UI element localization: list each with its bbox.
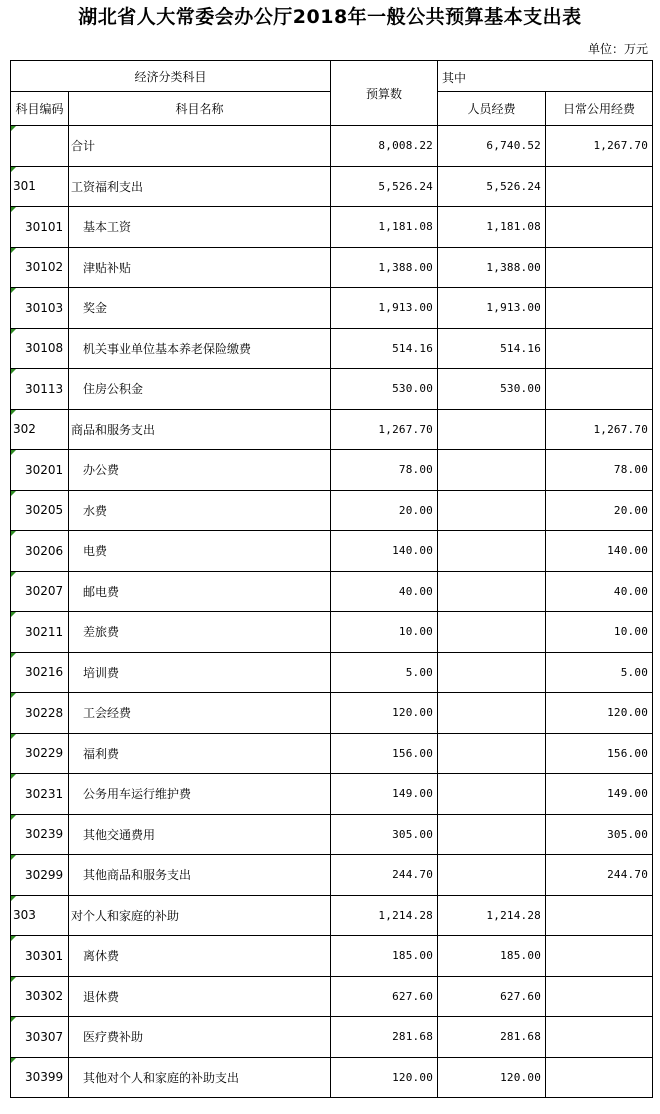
table-row: [11, 612, 653, 653]
cell-budget: 8,008.22: [331, 126, 438, 167]
table-row: [11, 490, 653, 531]
cell-code: 30216: [11, 652, 69, 693]
cell-code: 30103: [11, 288, 69, 329]
cell-public: 20.00: [546, 490, 653, 531]
cell-name: 基本工资: [69, 207, 331, 248]
cell-code: 30102: [11, 247, 69, 288]
cell-name: 津贴补贴: [69, 247, 331, 288]
cell-code: 30228: [11, 693, 69, 734]
cell-public: [546, 936, 653, 977]
cell-personnel: [438, 450, 546, 491]
cell-budget: 40.00: [331, 571, 438, 612]
cell-budget: 5,526.24: [331, 166, 438, 207]
table-row: [11, 207, 653, 248]
cell-name: 合计: [69, 126, 331, 167]
table-row: [11, 733, 653, 774]
table-row: [11, 895, 653, 936]
cell-budget: 10.00: [331, 612, 438, 653]
page-title: 湖北省人大常委会办公厅2018年一般公共预算基本支出表: [78, 6, 582, 28]
cell-budget: 305.00: [331, 814, 438, 855]
cell-name: 差旅费: [69, 612, 331, 653]
cell-code: 30211: [11, 612, 69, 653]
cell-budget: 185.00: [331, 936, 438, 977]
cell-name: 离休费: [69, 936, 331, 977]
header-name: 科目名称: [69, 92, 331, 126]
cell-code: 30108: [11, 328, 69, 369]
cell-budget: 627.60: [331, 976, 438, 1017]
table-row: [11, 328, 653, 369]
cell-public: [546, 207, 653, 248]
cell-name: 奖金: [69, 288, 331, 329]
cell-public: [546, 247, 653, 288]
cell-personnel: 185.00: [438, 936, 546, 977]
cell-name: 对个人和家庭的补助: [69, 895, 331, 936]
cell-name: 退休费: [69, 976, 331, 1017]
cell-code: 30229: [11, 733, 69, 774]
cell-public: [546, 1017, 653, 1058]
cell-personnel: [438, 774, 546, 815]
cell-public: 10.00: [546, 612, 653, 653]
cell-personnel: 5,526.24: [438, 166, 546, 207]
cell-budget: 5.00: [331, 652, 438, 693]
cell-public: [546, 328, 653, 369]
cell-public: 120.00: [546, 693, 653, 734]
cell-code: 303: [11, 895, 69, 936]
cell-name: 办公费: [69, 450, 331, 491]
cell-personnel: [438, 409, 546, 450]
cell-personnel: 281.68: [438, 1017, 546, 1058]
cell-personnel: 1,214.28: [438, 895, 546, 936]
cell-personnel: 1,913.00: [438, 288, 546, 329]
table-row: [11, 814, 653, 855]
header-row-1: [11, 61, 653, 92]
cell-budget: 1,388.00: [331, 247, 438, 288]
cell-budget: 120.00: [331, 1057, 438, 1098]
cell-name: 公务用车运行维护费: [69, 774, 331, 815]
cell-personnel: 6,740.52: [438, 126, 546, 167]
table-row: [11, 166, 653, 207]
table-row: [11, 571, 653, 612]
table-row: [11, 693, 653, 734]
cell-personnel: 1,388.00: [438, 247, 546, 288]
cell-public: 40.00: [546, 571, 653, 612]
table-row: [11, 288, 653, 329]
cell-personnel: [438, 531, 546, 572]
cell-budget: 530.00: [331, 369, 438, 410]
cell-public: [546, 1057, 653, 1098]
cell-public: [546, 976, 653, 1017]
cell-name: 其他商品和服务支出: [69, 855, 331, 896]
cell-name: 其他交通费用: [69, 814, 331, 855]
cell-personnel: [438, 733, 546, 774]
table-row: [11, 247, 653, 288]
cell-personnel: [438, 693, 546, 734]
cell-name: 电费: [69, 531, 331, 572]
table-row: [11, 531, 653, 572]
cell-name: 医疗费补助: [69, 1017, 331, 1058]
cell-code: 30101: [11, 207, 69, 248]
header-budget: 预算数: [331, 61, 438, 126]
cell-budget: 156.00: [331, 733, 438, 774]
header-public: 日常公用经费: [546, 92, 653, 126]
cell-budget: 514.16: [331, 328, 438, 369]
cell-name: 工资福利支出: [69, 166, 331, 207]
cell-budget: 244.70: [331, 855, 438, 896]
cell-budget: 149.00: [331, 774, 438, 815]
cell-name: 工会经费: [69, 693, 331, 734]
cell-code: 30239: [11, 814, 69, 855]
cell-code: 30113: [11, 369, 69, 410]
table-row: [11, 652, 653, 693]
table-row: [11, 855, 653, 896]
table-row: [11, 1017, 653, 1058]
cell-name: 机关事业单位基本养老保险缴费: [69, 328, 331, 369]
cell-code: 30301: [11, 936, 69, 977]
cell-personnel: [438, 855, 546, 896]
cell-name: 水费: [69, 490, 331, 531]
table-row: [11, 936, 653, 977]
cell-budget: 140.00: [331, 531, 438, 572]
cell-code: 302: [11, 409, 69, 450]
cell-code: 30302: [11, 976, 69, 1017]
cell-personnel: 1,181.08: [438, 207, 546, 248]
cell-public: [546, 166, 653, 207]
cell-public: 1,267.70: [546, 126, 653, 167]
table-row: [11, 409, 653, 450]
table-row: [11, 450, 653, 491]
cell-public: 5.00: [546, 652, 653, 693]
cell-budget: 78.00: [331, 450, 438, 491]
cell-name: 培训费: [69, 652, 331, 693]
header-of-which: 其中: [438, 61, 653, 92]
cell-budget: 1,913.00: [331, 288, 438, 329]
cell-public: 78.00: [546, 450, 653, 491]
header-personnel: 人员经费: [438, 92, 546, 126]
table-row: [11, 1057, 653, 1098]
cell-name: 住房公积金: [69, 369, 331, 410]
cell-personnel: [438, 612, 546, 653]
cell-code: 30299: [11, 855, 69, 896]
cell-personnel: 530.00: [438, 369, 546, 410]
cell-budget: 1,267.70: [331, 409, 438, 450]
cell-code: 30307: [11, 1017, 69, 1058]
cell-public: 140.00: [546, 531, 653, 572]
cell-public: 305.00: [546, 814, 653, 855]
cell-code: 30231: [11, 774, 69, 815]
cell-name: 福利费: [69, 733, 331, 774]
cell-personnel: 514.16: [438, 328, 546, 369]
cell-budget: 281.68: [331, 1017, 438, 1058]
cell-public: [546, 288, 653, 329]
cell-public: [546, 895, 653, 936]
cell-code: 30205: [11, 490, 69, 531]
cell-name: 邮电费: [69, 571, 331, 612]
table-row: [11, 126, 653, 167]
cell-personnel: 627.60: [438, 976, 546, 1017]
table-row: [11, 774, 653, 815]
table-row: [11, 976, 653, 1017]
cell-public: 156.00: [546, 733, 653, 774]
cell-public: 149.00: [546, 774, 653, 815]
cell-public: [546, 369, 653, 410]
cell-name: 其他对个人和家庭的补助支出: [69, 1057, 331, 1098]
cell-public: 244.70: [546, 855, 653, 896]
cell-budget: 1,214.28: [331, 895, 438, 936]
cell-code: [11, 126, 69, 167]
cell-budget: 120.00: [331, 693, 438, 734]
cell-code: 301: [11, 166, 69, 207]
cell-code: 30207: [11, 571, 69, 612]
cell-public: 1,267.70: [546, 409, 653, 450]
cell-budget: 1,181.08: [331, 207, 438, 248]
cell-budget: 20.00: [331, 490, 438, 531]
budget-table: [10, 60, 653, 1098]
cell-personnel: [438, 490, 546, 531]
cell-personnel: [438, 814, 546, 855]
header-code: 科目编码: [11, 92, 69, 126]
cell-personnel: [438, 652, 546, 693]
cell-name: 商品和服务支出: [69, 409, 331, 450]
cell-code: 30399: [11, 1057, 69, 1098]
table-row: [11, 369, 653, 410]
cell-personnel: 120.00: [438, 1057, 546, 1098]
cell-code: 30206: [11, 531, 69, 572]
unit-label: 单位：万元: [587, 42, 648, 56]
cell-code: 30201: [11, 450, 69, 491]
header-econ-class: 经济分类科目: [11, 61, 331, 92]
cell-personnel: [438, 571, 546, 612]
